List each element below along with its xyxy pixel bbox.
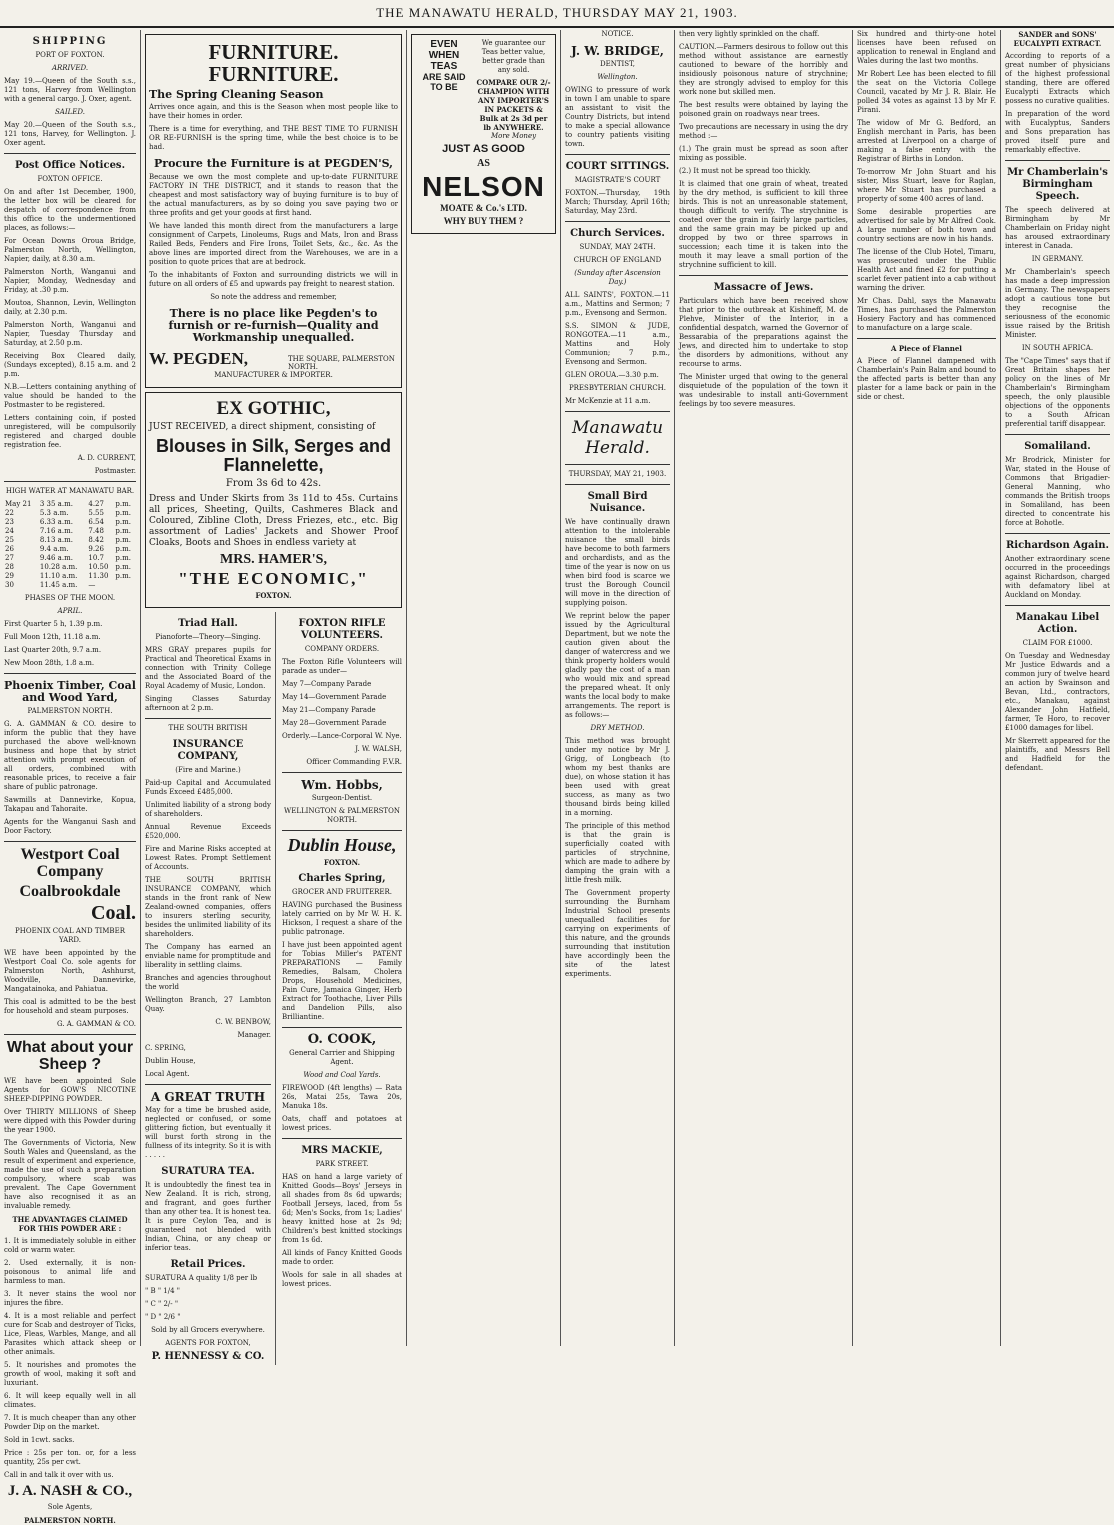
- sheep-text2: Over THIRTY MILLIONS of Sheep were dipped with this Powder during the year 1900.: [4, 1107, 136, 1134]
- article-para: (2.) It must not be spread too thickly.: [679, 167, 811, 175]
- sheep-point: 1. It is immediately soluble in either cold or warm water.: [4, 1236, 136, 1254]
- westport-yard: PHOENIX COAL AND TIMBER YARD.: [15, 927, 125, 945]
- bridge-dentist: DENTIST,: [600, 60, 635, 68]
- smallbird-para: This method was brought under my notice by Mr J. Grigg, of Longbeach (to whom my best thanks are due), on whose station it has been used with great success, as many as two thousand birds being killed in a morning.: [565, 737, 670, 817]
- retail-line: " B " 1/4 ": [145, 1287, 180, 1296]
- furniture-p2: There is a time for everything, and THE BEST TIME TO FURNISH OR RE-FURNISH is the spring time, while the best choice is to be had.: [149, 125, 398, 152]
- divider: [282, 1027, 402, 1028]
- westport-coal: Coal.: [91, 902, 136, 925]
- court-sub: MAGISTRATE'S COURT: [574, 176, 661, 184]
- divider: [679, 275, 848, 276]
- church-coe: CHURCH OF ENGLAND: [573, 256, 662, 264]
- tea-ad-compare: COMPARE OUR 2/- CHAMPION WITH ANY IMPORTER'S IN PACKETS & Bulk at 2s 3d per lb ANYWHERE.: [476, 78, 551, 132]
- moon-line: New Moon 28th, 1.8 a.m.: [4, 659, 95, 667]
- tea-ad-more: More Money: [490, 132, 537, 140]
- bridge-name: J. W. BRIDGE,: [571, 44, 664, 58]
- shipping-arrived-text: May 19.—Queen of the South s.s., 121 tons, Harvey from Wellington with a general cargo. J. Oxer, agent.: [4, 77, 136, 103]
- suratura-title: SURATURA TEA.: [161, 1166, 255, 1178]
- westport-sign: G. A. GAMMAN & CO.: [56, 1020, 136, 1029]
- triad-text: MRS GRAY prepares pupils for Practical and Theoretical Exams in connection with Trinity College and the Associated Board of the Royal Academy of Music, London.: [145, 646, 271, 691]
- post-para: For Ocean Downs Oroua Bridge, Palmerston North, Wellington, Napier, daily, at 8.30 a.m.: [4, 237, 136, 263]
- insurance-p4: Wellington Branch, 27 Lambton Quay.: [145, 996, 271, 1014]
- insurance-p2: The Company has earned an enviable name for promptitude and liberality in settling claims.: [145, 943, 271, 970]
- smallbird-para: The principle of this method is that the grain is superficially coated with particles of strychnine, which are made to adhere by damping the grain with a little fresh milk.: [565, 822, 670, 884]
- smallbird-para: We have continually drawn attention to the intolerable nuisance the small birds have become to both farmers and orchardists, and as the time of the year is now on us when bird food is scarce we trust the Borough Council will move in the direction of supplying poison.: [565, 518, 670, 607]
- libel-text: On Tuesday and Wednesday Mr Justice Edwards and a common jury of twelve heard an action by Swainson and Bevan, Ltd., contractors, etc., Manakau, against Alexander John Hatfield, farmer, Te Horo, to recover £1000 damages for libel.: [1005, 652, 1110, 732]
- gothic-ad: [145, 392, 402, 608]
- insurance-p3: Branches and agencies throughout the world: [145, 974, 271, 992]
- phoenix-place: PALMERSTON NORTH.: [27, 707, 113, 715]
- rifles-sign: J. W. WALSH,: [355, 745, 402, 754]
- tea-ad-as: AS: [477, 157, 490, 169]
- westport-title: Westport Coal Company: [20, 846, 120, 880]
- cook-yards: Wood and Coal Yards.: [303, 1071, 381, 1080]
- mackie-text2: All kinds of Fancy Knitted Goods made to order.: [282, 1249, 402, 1267]
- post-para: Moutoa, Shannon, Levin, Wellington daily, at 2.30 p.m.: [4, 299, 136, 316]
- richardson-text: Another extraordinary scene occurred in the proceedings against Richardson, charged with defamatory libel at Auckland on Monday.: [1005, 555, 1110, 599]
- pegden-addr: THE SQUARE, PALMERSTON NORTH.: [288, 354, 395, 371]
- furniture-p4: We have landed this month direct from the manufacturers a large consignment of Carpets, Linoleums, Rugs and Mats, Iron and Brass Railed Beds, Fenders and Fire Irons, Toilet Sets, &c., &c. As the above lines are imported direct from the Warehouses, we are in a position to quote prices that are at bedrock.: [149, 222, 398, 267]
- divider: [1005, 434, 1110, 435]
- massacre-para: The Minister urged that owing to the general disquietude of the population of the town it was undesirable to install anti-Government feelings by too severe measures.: [679, 373, 848, 408]
- divider: [1005, 605, 1110, 606]
- divider: [4, 481, 136, 482]
- rifles-title: FOXTON RIFLE VOLUNTEERS.: [298, 618, 386, 642]
- furniture-head3: There is no place like Pegden's to furnish or re-furnish—Quality and Workmanship unequalled.: [168, 307, 379, 345]
- insurance-line: Unlimited liability of a strong body of shareholders.: [145, 801, 271, 819]
- sanders-title: SANDER and SONS' EUCALYPTI EXTRACT.: [1013, 30, 1102, 48]
- moon-title: PHASES OF THE MOON.: [24, 594, 116, 602]
- news-para: To-morrow Mr John Stuart and his sister, Miss Stuart, leave for Raglan, where Mr Stuart has purchased a property of some 400 acres of land.: [857, 168, 996, 203]
- column-6: [852, 30, 1000, 1346]
- hamer-firm: MRS. HAMER'S,: [220, 551, 327, 567]
- furniture-head2: Procure the Furniture is at PEGDEN'S,: [154, 157, 393, 171]
- tide-row: 27 9.46 a.m. 10.7 p.m.: [5, 554, 131, 562]
- mackie-text3: Wools for sale in all shades at lowest prices.: [282, 1271, 402, 1289]
- cook-text: FIREWOOD (4ft lengths) — Rata 26s, Matai 25s, Tawa 20s, Manuka 18s.: [282, 1084, 402, 1111]
- sheep-title: What about your Sheep ?: [6, 1039, 134, 1074]
- furniture-p5: To the inhabitants of Foxton and surrounding districts we will in future on all orders of £5 and upwards pay freight to nearest station.: [149, 271, 398, 289]
- tea-ad-firm: MOATE & Co.'s LTD.: [440, 203, 527, 214]
- sheep-text5: Price : 25s per ton. or, for a less quantity, 25s per cwt.: [4, 1448, 136, 1466]
- news-para: Mr Robert Lee has been elected to fill the seat on the Victoria College Council, vacated by Mr J. R. Blair. He polled 34 votes as against 13 by Mr F. Pirani.: [857, 70, 996, 114]
- sanders-text2: In preparation of the word with Eucalyptus, Sanders and Sons preparation has proved itself pure and remarkably effective.: [1005, 110, 1110, 154]
- rifles-line: May 21—Company Parade: [282, 706, 376, 715]
- sheep-point: 2. Used externally, it is non-poisonous to animal life and harmless to man.: [4, 1258, 136, 1285]
- dublin-text2: I have just been appointed agent for Tobias Miller's PATENT PREPARATIONS — Family Remedies, Balsam, Cholera Drops, Household Medicines, Pain Cure, Jamaica Ginger, Herb Extract for Toothache, Liver Pills and Dandelion Pills, also Brilliantine.: [282, 941, 402, 1022]
- divider: [565, 411, 670, 412]
- post-para: On and after 1st December, 1900, the letter box will be cleared for despatch of correspondence from this office to the undermentioned places, as follows:—: [4, 188, 136, 232]
- insurance-line: Paid-up Capital and Accumulated Funds Exceed £485,000.: [145, 779, 271, 797]
- article-para: (1.) The grain must be spread as soon after mixing as possible.: [679, 145, 848, 162]
- news-para: The license of the Club Hotel, Timaru, was prosecuted under the Public Health Act and fined £2 for putting a scarlet fever patient into a cab without warning the driver.: [857, 248, 996, 292]
- insurance-title2: INSURANCE COMPANY,: [172, 739, 244, 763]
- rifles-text2: Orderly.—Lance-Corporal W. Nye.: [282, 732, 402, 741]
- divider: [282, 830, 402, 831]
- truth-title: A GREAT TRUTH: [150, 1090, 266, 1105]
- dublin-name: Charles Spring,: [298, 873, 386, 885]
- moon-line: Last Quarter 20th, 9.7 a.m.: [4, 646, 102, 654]
- hobbs-title: Wm. Hobbs,: [301, 778, 383, 793]
- tide-row: 26 9.4 a.m. 9.26 p.m.: [5, 545, 131, 553]
- gothic-p2: Dress and Under Skirts from 3s 11d to 45s. Curtains all prices, Sheeting, Quilts, Cashmeres Black and Coloured, Zibline Cloth, Dress Friezes, etc., etc. Big assortment of Ladies' Jackets and Shower Proof Cloaks, Boots and Shoes in endless variety at: [149, 493, 398, 548]
- triad-title: Triad Hall.: [178, 618, 238, 630]
- tide-row: May 21 3 35 a.m. 4.27 p.m.: [5, 500, 131, 508]
- divider: [4, 1034, 136, 1035]
- church-title: Church Services.: [570, 228, 665, 239]
- church-sunday: SUNDAY, MAY 24TH.: [579, 243, 656, 251]
- libel-title: Manakau Libel Action.: [1015, 612, 1100, 635]
- libel-claim: CLAIM FOR £1000.: [1022, 639, 1093, 647]
- notice-title: NOTICE.: [601, 30, 634, 38]
- insurance-line: Annual Revenue Exceeds £520,000.: [145, 823, 271, 841]
- bridge-town: Wellington.: [597, 73, 638, 81]
- shipping-arrived: ARRIVED.: [51, 64, 89, 72]
- tea-ad-tobe: TO BE: [430, 82, 458, 92]
- rifles-text: The Foxton Rifle Volunteers will parade as under—: [282, 658, 402, 676]
- column-3: [406, 30, 560, 1346]
- flannel-title: A Piece of Flannel: [891, 344, 962, 353]
- herald-title: Manawatu Herald.: [571, 418, 664, 458]
- westport-sub: Coalbrookdale: [19, 882, 121, 900]
- furniture-sub: The Spring Cleaning Season: [149, 88, 324, 102]
- church-pres-text: Mr McKenzie at 11 a.m.: [565, 397, 651, 405]
- divider: [565, 464, 670, 465]
- rifles-line: May 14—Government Parade: [282, 693, 387, 702]
- sheep-text4: Sold in 1cwt. sacks.: [4, 1435, 75, 1444]
- article-para: then very lightly sprinkled on the chaff.: [679, 30, 820, 38]
- sheep-point: 7. It is much cheaper than any other Powder Dip on the market.: [4, 1413, 136, 1431]
- dublin-text: HAVING purchased the Business lately carried on by Mr W. H. K. Hickson, I request a share of the public patronage.: [282, 901, 402, 937]
- mackie-text: HAS on hand a large variety of Knitted Goods—Boys' Jerseys in all shades from 8s 6d upwards; Football Jerseys, laced, from 5s 6d; Men's Socks, from 1s; Ladies' heavy knitted hose at 2s 9d; Children's best knitted stockings from 1s 6d.: [282, 1173, 402, 1245]
- masthead: [0, 0, 1114, 28]
- retail-line: " C " 2/- ": [145, 1300, 179, 1309]
- church-coe-text: ALL SAINTS', FOXTON.—11 a.m., Mattins and Sermon; 7 p.m., Evensong and Sermon.: [565, 291, 670, 317]
- mackie-title: MRS MACKIE,: [301, 1145, 383, 1157]
- bridge-text: OWING to pressure of work in town I am unable to spare an assistant to visit the Country Districts, but intend to make a special allowance to country patients visiting town.: [565, 86, 670, 148]
- news-para: Some desirable properties are advertised for sale by Mr Alfred Cook. A large number of both town and country sections are now in his hands.: [857, 208, 996, 243]
- nash-place: PALMERSTON NORTH.: [24, 1515, 116, 1525]
- dublin-town: FOXTON.: [323, 858, 361, 868]
- gothic-head: Blouses in Silk, Serges and Flannelette,: [155, 435, 392, 475]
- court-title: COURT SITTINGS.: [565, 161, 670, 172]
- sanders-text: According to reports of a great number of physicians of the highest professional standing, there are offered Eucalypti Extracts which possess no curative qualities.: [1005, 52, 1110, 105]
- phoenix-text3: Agents for the Wanganui Sash and Door Factory.: [4, 818, 136, 835]
- retail-firm: P. HENNESSY & CO.: [151, 1351, 265, 1363]
- insurance-role: Manager.: [237, 1031, 271, 1040]
- insurance-sub: (Fire and Marine.): [175, 766, 241, 775]
- safrica-text: The "Cape Times" says that if Great Britain shapes her policy on the lines of Mr Chamberlain's Birmingham speech, the only plausible objections of the opponents to a South African preferential tariff disappear.: [1005, 357, 1110, 428]
- divider: [282, 1138, 402, 1139]
- retail-agents: AGENTS FOR FOXTON,: [165, 1339, 251, 1348]
- furniture-p1: Arrives once again, and this is the Season when most people like to have their homes in order.: [149, 103, 398, 121]
- article-para: CAUTION.—Farmers desirous to follow out this method without assistance are earnestly cautioned to beware of the horribly and insidiously poisonous nature of strychnine; they are strongly advised to employ for this work none but skilled men.: [679, 43, 848, 96]
- furniture-title: FURNITURE. FURNITURE.: [208, 40, 339, 87]
- mackie-addr: PARK STREET.: [315, 1160, 369, 1169]
- shipping-sailed: SAILED.: [55, 108, 85, 116]
- triad-text2: Singing Classes Saturday afternoon at 2 p.m.: [145, 695, 271, 713]
- divider: [857, 338, 996, 339]
- divider: [282, 772, 402, 773]
- tide-row: 25 8.13 a.m. 8.42 p.m.: [5, 536, 131, 544]
- news-para: The widow of Mr G. Bedford, an English merchant in Paris, has been arrested at Liverpool on a charge of making a false entry with the Registrar of Births in London.: [857, 119, 996, 163]
- tide-title: HIGH WATER AT MANAWATU BAR.: [5, 487, 135, 495]
- post-para: Letters containing coin, if posted unregistered, will be compulsorily registered and charged double registration fee.: [4, 414, 136, 449]
- tide-row: 29 11.10 a.m. 11.30 p.m.: [5, 572, 131, 580]
- church-coe-sub: (Sunday after Ascension Day.): [574, 269, 661, 286]
- chamberlain-text: The speech delivered at Birmingham by Mr Chamberlain on Friday night has aroused extraordinary interest in Canada.: [1005, 206, 1110, 250]
- insurance-p1: THE SOUTH BRITISH INSURANCE COMPANY, which stands in the front rank of New Zealand-owned companies, offers to insurers sterling security, besides the unlimited liability of its shareholders.: [145, 876, 271, 939]
- divider: [145, 1084, 271, 1085]
- smallbird-para: The Government property surrounding the Burnham Industrial School presents unequalled facilities for carrying on experiments of this nature, and the grounds surrounding that institution have accordingly been the site of the latest experiments.: [565, 889, 670, 978]
- massacre-para: Particulars which have been received show that prior to the outbreak at Kishineff, M. de Plehve, Minister of the Interior, in a confidential despatch, warned the Governor of Bessarabia of the preparations against the Jews, and directed him to undertake to stop the disorders by admonitions, without any recourse to arms.: [679, 297, 848, 368]
- tide-row: 23 6.33 a.m. 6.54 p.m.: [5, 518, 131, 526]
- germany-text: Mr Chamberlain's speech has made a deep impression in Germany. The newspapers adopt a cautious tone but they recognise the seriousness of the economic issue raised by the British Minister.: [1005, 268, 1110, 339]
- westport-text2: This coal is admitted to be the best for household and steam purposes.: [4, 998, 136, 1016]
- sheep-text3: The Governments of Victoria, New South Wales and Queensland, as the result of experiment and experience, made the use of such a preparation compulsory, where scab was prevalent. The Cape Government have also recognised it as an invaluable remedy.: [4, 1138, 136, 1210]
- post-para: Receiving Box Cleared daily, (Sundays excepted), 8.15 a.m. and 2 p.m.: [4, 352, 136, 378]
- post-para: Palmerston North, Wanganui and Napier, Tuesday Thursday and Saturday, at 2.50 p.m.: [4, 321, 136, 347]
- post-sub: FOXTON OFFICE.: [37, 175, 103, 183]
- gothic-p1: JUST RECEIVED, a direct shipment, consisting of: [149, 421, 376, 432]
- dublin-trade: GROCER AND FRUITERER.: [291, 888, 393, 897]
- furniture-p3: Because we own the most complete and up-to-date FURNITURE FACTORY IN THE DISTRICT, and it stands to reason that the cheapest and most satisfactory way of buying furniture is to buy of the actual manufacturers, as by so doing you save paying two or three profits and get your goods at first hand.: [149, 173, 398, 218]
- news-para: Six hundred and thirty-one hotel licenses have been refused on application to renewal in England and Wales during the last two months.: [857, 30, 996, 65]
- moon-line: Full Moon 12th, 11.18 a.m.: [4, 633, 101, 641]
- column-5: [674, 30, 852, 1346]
- divider: [565, 221, 670, 222]
- divider: [145, 718, 271, 719]
- chamberlain-title: Mr Chamberlain's Birmingham Speech.: [1007, 167, 1108, 202]
- nash-role: Sole Agents,: [47, 1502, 93, 1511]
- retail-line: " D " 2/6 ": [145, 1313, 181, 1322]
- gothic-town: FOXTON.: [255, 591, 292, 601]
- herald-date: THURSDAY, MAY 21, 1903.: [568, 470, 667, 478]
- sheep-point: 3. It never stains the wool nor injures the fibre.: [4, 1289, 136, 1307]
- tea-ad-justgood: JUST AS GOOD: [442, 143, 525, 155]
- phoenix-text2: Sawmills at Dannevirke, Kopua, Takapau and Tahoraite.: [4, 796, 136, 813]
- church-pres: PRESBYTERIAN CHURCH.: [568, 384, 667, 392]
- hobbs-place: WELLINGTON & PALMERSTON NORTH.: [284, 807, 400, 825]
- divider: [4, 673, 136, 674]
- smallbird-para: DRY METHOD.: [590, 724, 645, 732]
- massacre-title: Massacre of Jews.: [713, 282, 814, 293]
- retail-text: Sold by all Grocers everywhere.: [151, 1326, 265, 1335]
- divider: [1005, 533, 1110, 534]
- post-para: Palmerston North, Wanganui and Napier, Monday, Wednesday and Friday, at .30 p.m.: [4, 268, 136, 294]
- suratura-text: It is undoubtedly the finest tea in New Zealand. It is rich, strong, and fragrant, and goes further than any other tea. It is honest tea. It is pure Ceylon Tea, and is guaranteed not blended with Indian, China, or any cheap or inferior teas.: [145, 1181, 271, 1253]
- pegden-firm: W. PEGDEN,: [149, 349, 249, 369]
- retail-line: SURATURA A quality 1/8 per lb: [145, 1274, 258, 1283]
- sheep-point: 4. It is a most reliable and perfect cure for Scab and destroyer of Ticks, Lice, Fleas, Warbles, Mange, and all Parasites which attack sheep or other animals.: [4, 1311, 136, 1356]
- shipping-sailed-text: May 20.—Queen of the South s.s., 121 tons, Harvey, for Wellington. J. Oxer agent.: [4, 121, 136, 147]
- divider: [1005, 160, 1110, 161]
- post-title: Post Office Notices.: [14, 160, 126, 171]
- cook-sub: General Carrier and Shipping Agent.: [289, 1049, 395, 1067]
- gothic-price: From 3s 6d to 42s.: [225, 477, 322, 489]
- insurance-sign: C. W. BENBOW,: [215, 1018, 271, 1027]
- tide-row: 28 10.28 a.m. 10.50 p.m.: [5, 563, 131, 571]
- cook-title: O. COOK,: [307, 1032, 377, 1048]
- westport-text: WE have been appointed by the Westport Coal Co. sole agents for Palmerston North, Ashhurst, Woodville, Dannevirke, Mangatainoka, and Pahiatua.: [4, 949, 136, 994]
- smallbird-para: We reprint below the paper issued by the Agricultural Department, but we note the caution given about the danger of watercress and we think property holders would gladly pay the cost of a man who would mix and spread the prepared wheat. It only wants the local body to make arrangements. The report is as follows:—: [565, 612, 670, 719]
- phoenix-title: Phoenix Timber, Coal and Wood Yard,: [4, 679, 136, 704]
- tide-row: 30 11.45 a.m. —: [5, 581, 96, 589]
- safrica-title: IN SOUTH AFRICA.: [1021, 344, 1094, 352]
- tide-row: 24 7.16 a.m. 7.48 p.m.: [5, 527, 131, 535]
- article-para: Two precautions are necessary in using the dry method :—: [679, 123, 848, 140]
- column-7: [1000, 30, 1114, 1346]
- sheep-point: 6. It will keep equally well in all climates.: [4, 1391, 136, 1409]
- gothic-title: EX GOTHIC,: [216, 397, 331, 419]
- divider: [4, 841, 136, 842]
- shipping-title: SHIPPING: [32, 36, 108, 47]
- column-1: [0, 30, 140, 1525]
- insurance-agent3: Local Agent.: [145, 1070, 190, 1079]
- dublin-title: Dublin House,: [287, 835, 397, 856]
- insurance-line: Fire and Marine Risks accepted at Lowest Rates. Prompt Settlement of Accounts.: [145, 845, 271, 872]
- phoenix-text: G. A. GAMMAN & CO. desire to inform the public that they have purchased the above well-known business and hope that by strict attention with prompt execution of all orders, combined with reasonable prices, to receive a fair share of public patronage.: [4, 720, 136, 791]
- economic-title: "THE ECONOMIC,": [178, 569, 369, 589]
- libel-text2: Mr Skerrett appeared for the plaintiffs, and Messrs Bell and Hadfield for the defendant.: [1005, 737, 1110, 772]
- rifles-line: May 7—Company Parade: [282, 680, 372, 689]
- somali-title: Somaliland.: [1024, 441, 1091, 452]
- masthead-title: THE MANAWATU HERALD, THURSDAY MAY 21, 1903.: [376, 5, 738, 20]
- church-coe-text2: S.S. SIMON & JUDE, RONGOTEA.—11 a.m., Mattins and Holy Communion; 7 p.m., Evensong and Sermon.: [565, 322, 670, 366]
- triad-sub: Pianoforte—Theory—Singing.: [155, 633, 261, 642]
- retail-title: Retail Prices.: [170, 1259, 246, 1271]
- sheep-adv-title: THE ADVANTAGES CLAIMED FOR THIS POWDER ARE :: [12, 1214, 128, 1233]
- shipping-port: PORT OF FOXTON.: [35, 51, 105, 59]
- nash-firm: J. A. NASH & CO.,: [7, 1482, 133, 1499]
- tea-ad-said: ARE SAID: [422, 72, 466, 82]
- moon-month: APRIL.: [57, 607, 83, 615]
- rifles-line: May 28—Government Parade: [282, 719, 387, 728]
- insurance-agent2: Dublin House,: [145, 1057, 196, 1066]
- tea-ad-brand: NELSON: [422, 171, 545, 203]
- tea-ad: [411, 34, 556, 234]
- insurance-title: THE SOUTH BRITISH: [168, 724, 248, 733]
- tea-ad-guarantee: We guarantee our Teas better value, better grade than any sold.: [481, 39, 546, 74]
- column-2: [140, 30, 406, 1363]
- tide-table: [4, 500, 136, 590]
- sheep-point: 5. It nourishes and promotes the growth of wool, making it soft and luxuriant.: [4, 1360, 136, 1387]
- somali-text: Mr Brodrick, Minister for War, stated in the House of Commons that Brigadier-General Manning, who commands the British troops in Somaliland, has been directed to concentrate his force at Bohotle.: [1005, 456, 1110, 527]
- divider: [565, 154, 670, 155]
- column-4: [560, 30, 674, 1346]
- post-sign: A. D. CURRENT,: [77, 454, 136, 462]
- church-coe-text3: GLEN OROUA.—3.30 p.m.: [565, 371, 659, 379]
- tide-row: 22 5.3 a.m. 5.55 p.m.: [5, 509, 131, 517]
- court-text: FOXTON.—Thursday, 19th March; Thursday, April 16th; Saturday, May 23rd.: [565, 189, 670, 215]
- smallbird-title: Small Bird Nuisance.: [587, 491, 648, 514]
- divider: [565, 484, 670, 485]
- post-sign-role: Postmaster.: [94, 467, 136, 475]
- divider: [4, 153, 136, 154]
- tea-ad-when: WHEN: [428, 50, 460, 61]
- furniture-ad: [145, 34, 402, 388]
- flannel-text: A Piece of Flannel dampened with Chamberlain's Pain Balm and bound to the affected parts is better than any plaster for a lame back or pain in the side or chest.: [857, 357, 996, 401]
- sheep-text6: Call in and talk it over with us.: [4, 1470, 114, 1479]
- richardson-title: Richardson Again.: [1005, 540, 1110, 551]
- post-para: N.B.—Letters containing anything of value should be handed to the Postmaster to be registered.: [4, 383, 136, 409]
- news-para: Mr Chas. Dahl, says the Manawatu Times, has purchased the Palmerston Hosiery Factory and has commenced to manufacture on a large scale.: [857, 297, 996, 332]
- rifles-role: Officer Commanding F.V.R.: [306, 758, 402, 767]
- tea-ad-tail: WHY BUY THEM ?: [443, 215, 524, 226]
- hobbs-sub: Surgeon-Dentist.: [311, 794, 373, 803]
- moon-line: First Quarter 5 h, 1.39 p.m.: [4, 620, 103, 628]
- article-para: The best results were obtained by laying the poisoned grain on roadways near trees.: [679, 101, 848, 118]
- insurance-agent: C. SPRING,: [145, 1044, 186, 1053]
- tea-ad-even: EVEN: [430, 39, 458, 50]
- germany-title: IN GERMANY.: [1031, 255, 1084, 263]
- cook-text2: Oats, chaff and potatoes at lowest prices.: [282, 1115, 402, 1133]
- truth-text: May for a time be brushed aside, neglected or confused, or some glittering fiction, but eventually it will burst forth strong in the fullness of its integrity. So it is with . . . . .: [145, 1106, 271, 1160]
- sheep-text: WE have been appointed Sole Agents for GOW'S NICOTINE SHEEP-DIPPING POWDER.: [4, 1076, 136, 1103]
- rifles-sub: COMPANY ORDERS.: [304, 645, 380, 654]
- tea-ad-teas: TEAS: [430, 61, 458, 72]
- pegden-role: MANUFACTURER & IMPORTER.: [214, 370, 333, 379]
- furniture-p6: So note the address and remember,: [210, 293, 337, 302]
- article-para: It is claimed that one grain of wheat, treated by the dry method, is sufficient to kill three birds. This is not an unreasonable statement, though difficult to verify. The strychnine is coated over the grain in fairly large particles, and the same grain may be picked up and dropped by two or three sparrows in succession; each time it is taken into the mouth it may leave a small portion of the strychnine sufficient to kill.: [679, 180, 848, 269]
